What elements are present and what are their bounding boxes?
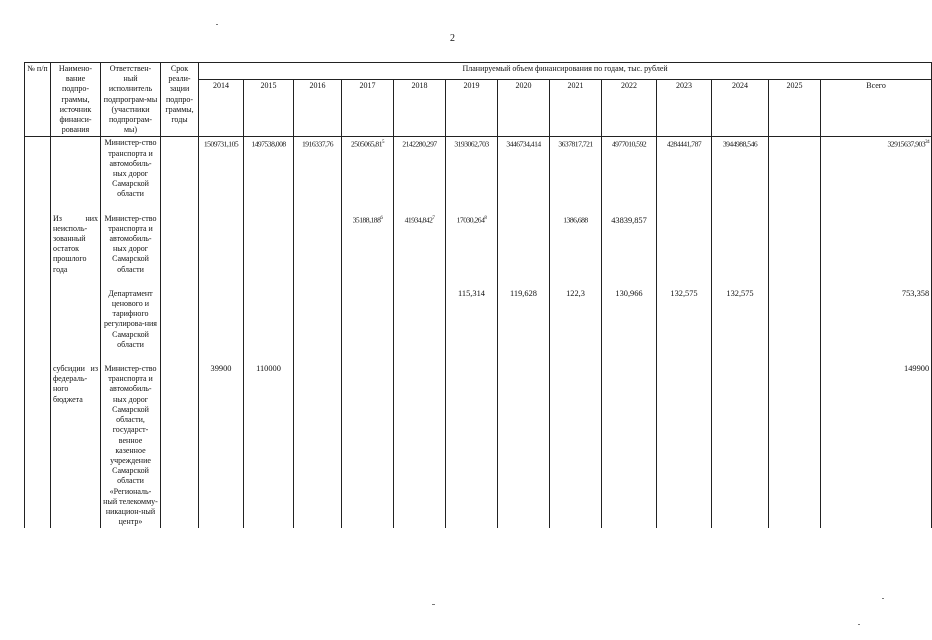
cell-value [657, 363, 712, 528]
cell-value [446, 363, 498, 528]
cell-value [342, 363, 394, 528]
scan-speck [882, 598, 884, 599]
cell-value [394, 288, 446, 351]
header-year: 2023 [657, 80, 712, 137]
cell-value [769, 363, 821, 528]
cell-executor: Министер-ство транспорта и автомобиль-ных дорог Самарской области, государст-венное казенное учреждение Самарской области «Региональ-ный телекомму-никацион-ный центр» [101, 363, 161, 528]
cell-name: Из них неисполь-зованный остаток прошлого года [51, 213, 101, 276]
cell-value: 130,966 [602, 288, 657, 351]
cell-value [394, 363, 446, 528]
cell-name: субсидии из федераль-ного бюджета [51, 363, 101, 528]
cell-value: 119,628 [498, 288, 550, 351]
header-financing-group: Планируемый объем финансирования по годам, тыс. рублей [199, 63, 932, 80]
cell-value [294, 213, 342, 276]
cell-value: 4284441,787 [657, 137, 712, 201]
header-year: 2021 [550, 80, 602, 137]
header-total: Всего [821, 80, 932, 137]
cell-value [769, 213, 821, 276]
cell-value [199, 213, 244, 276]
header-num: № п/п [25, 63, 51, 137]
cell-value: 1509731,105 [199, 137, 244, 201]
header-year: 2020 [498, 80, 550, 137]
header-name: Наимено-вание подпро-граммы, источник финанси-рования [51, 63, 101, 137]
cell-value: 3637817,721 [550, 137, 602, 201]
cell-executor: Департамент ценового и тарифного регулирова-ния Самарской области [101, 288, 161, 351]
header-year: 2015 [244, 80, 294, 137]
cell-value: 115,314 [446, 288, 498, 351]
header-year: 2025 [769, 80, 821, 137]
header-year: 2024 [712, 80, 769, 137]
cell-value: 1916337,76 [294, 137, 342, 201]
cell-term [161, 363, 199, 528]
cell-value: 39900 [199, 363, 244, 528]
cell-value [498, 213, 550, 276]
cell-value: 132,575 [657, 288, 712, 351]
cell-name [51, 288, 101, 351]
cell-value: 110000 [244, 363, 294, 528]
header-term: Срок реали-зации подпро-граммы, годы [161, 63, 199, 137]
header-year: 2016 [294, 80, 342, 137]
cell-total: 753,358 [821, 288, 932, 351]
cell-term [161, 213, 199, 276]
cell-value: 4977010,592 [602, 137, 657, 201]
header-year: 2019 [446, 80, 498, 137]
cell-term [161, 288, 199, 351]
cell-value [657, 213, 712, 276]
cell-num [25, 137, 51, 201]
cell-value [342, 288, 394, 351]
scan-speck [432, 604, 435, 605]
cell-value: 43839,857 [602, 213, 657, 276]
cell-value: 122,3 [550, 288, 602, 351]
table-row [25, 288, 932, 351]
cell-value [244, 288, 294, 351]
cell-executor: Министер-ство транспорта и автомобиль-ных дорог Самарской области [101, 137, 161, 201]
cell-total: 32915637,903$^{24}$ [821, 137, 932, 201]
header-year: 2014 [199, 80, 244, 137]
header-executor: Ответствен-ный исполнитель подпрограм-мы (участники подпрограм-мы) [101, 63, 161, 137]
cell-value: 3944988,546 [712, 137, 769, 201]
page-number: 2 [450, 33, 455, 44]
row-spacer [25, 276, 932, 288]
header-year: 2022 [602, 80, 657, 137]
cell-value: 41934,842$^7$ [394, 213, 446, 276]
cell-value [712, 213, 769, 276]
cell-value [498, 363, 550, 528]
cell-num [25, 288, 51, 351]
cell-total [821, 213, 932, 276]
cell-value [294, 363, 342, 528]
cell-value [199, 288, 244, 351]
cell-value: 3446734,414 [498, 137, 550, 201]
financing-table [24, 62, 932, 528]
cell-value: 2505065,81$^5$ [342, 137, 394, 201]
header-year: 2017 [342, 80, 394, 137]
cell-value: 2142280,297 [394, 137, 446, 201]
cell-num [25, 213, 51, 276]
row-spacer [25, 201, 932, 213]
table-row [25, 363, 932, 528]
cell-total: 149900 [821, 363, 932, 528]
cell-value: 1497538,008 [244, 137, 294, 201]
header-row-top [25, 63, 932, 80]
scan-speck [858, 624, 860, 625]
cell-value: 35188,188$^6$ [342, 213, 394, 276]
cell-executor: Министер-ство транспорта и автомобиль-ных дорог Самарской области [101, 213, 161, 276]
cell-value [769, 137, 821, 201]
table-row [25, 213, 932, 276]
cell-value: 17030,264$^8$ [446, 213, 498, 276]
cell-num [25, 363, 51, 528]
cell-value [769, 288, 821, 351]
cell-value [712, 363, 769, 528]
cell-value: 3193062,703 [446, 137, 498, 201]
cell-value [294, 288, 342, 351]
table-row [25, 137, 932, 201]
cell-value [244, 213, 294, 276]
cell-value [550, 363, 602, 528]
row-spacer [25, 351, 932, 363]
cell-value: 132,575 [712, 288, 769, 351]
cell-value: 1386,688 [550, 213, 602, 276]
cell-term [161, 137, 199, 201]
cell-name [51, 137, 101, 201]
scan-speck [216, 24, 218, 25]
cell-value [602, 363, 657, 528]
header-year: 2018 [394, 80, 446, 137]
